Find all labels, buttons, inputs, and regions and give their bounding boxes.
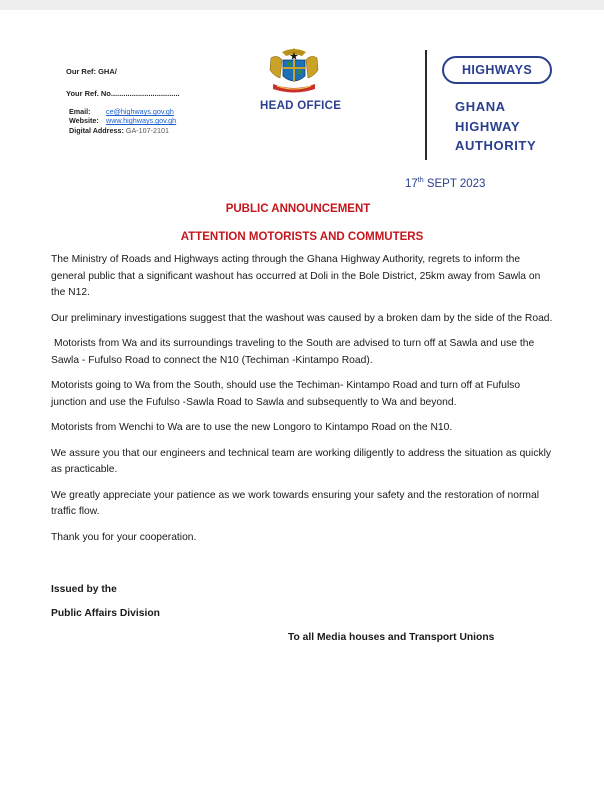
- organization-name: [455, 97, 536, 156]
- announcement-subtitle: ATTENTION MOTORISTS AND COMMUTERS: [180, 231, 424, 243]
- reference-block: [66, 67, 180, 100]
- paragraph: Motorists going to Wa from the South, should use the Techiman- Kintampo Road and turn off at Fufulso junction and use the Fufulso -Sawla Road to Sawla and subsequently to Wa and beyond.: [51, 380, 521, 408]
- header-divider: [425, 50, 427, 160]
- org-line-2: HIGHWAY: [455, 118, 521, 134]
- date-rest: SEPT 2023: [423, 177, 486, 190]
- issued-by: Issued by the: [51, 584, 117, 595]
- email-label: Email:: [69, 107, 91, 116]
- recipients-line: To all Media houses and Transport Unions: [288, 632, 495, 643]
- org-line-1: GHANA: [455, 99, 506, 114]
- announcement-title: PUBLIC ANNOUNCEMENT: [225, 203, 371, 215]
- ghana-coat-of-arms-icon: [265, 46, 323, 94]
- head-office-label: HEAD OFFICE: [260, 100, 342, 112]
- date-suffix: th: [417, 177, 424, 184]
- digital-address: GA-107-2101: [125, 125, 170, 135]
- contact-block: [69, 107, 176, 135]
- announcement-body: [51, 252, 556, 555]
- paragraph: Our preliminary investigations suggest that the washout was caused by a broken dam by the side of the Road.: [51, 312, 553, 324]
- website-link[interactable]: www.highways.gov.gh: [106, 116, 177, 126]
- paragraph: We assure you that our engineers and technical team are working diligently to address the situation as quickly as practicable.: [51, 447, 552, 475]
- paragraph: Motorists from Wenchi to Wa are to use the new Longoro to Kintampo Road on the N10.: [51, 422, 453, 433]
- our-ref: Our Ref: GHA/: [66, 67, 117, 76]
- date-day: 17: [405, 177, 418, 190]
- paragraph: The Ministry of Roads and Highways acting through the Ghana Highway Authority, regrets to inform the general public that a significant washout has occurred at Doli in the Bole District, 25km away from Sawla on the N12.: [51, 254, 541, 298]
- email-link[interactable]: ce@highways.gov.gh: [106, 107, 174, 116]
- top-strip: [0, 0, 604, 10]
- paragraph: Thank you for your cooperation.: [51, 531, 197, 543]
- highways-badge: HIGHWAYS: [442, 56, 552, 84]
- paragraph: Motorists from Wa and its surroundings traveling to the South are advised to turn off at Sawla and use the Sawla - Fufulso Road to connect the N10 (Techiman -Kintampo Road).: [51, 338, 535, 366]
- org-line-3: AUTHORITY: [455, 138, 537, 153]
- website-label: Website:: [69, 116, 99, 126]
- paragraph: We greatly appreciate your patience as we work towards ensuring your safety and the restoration of normal traffic flow.: [51, 489, 540, 517]
- issuing-division: Public Affairs Division: [51, 608, 160, 619]
- your-ref: Your Ref. No.................................: [66, 88, 180, 98]
- digital-address-label: Digital Address:: [69, 125, 124, 135]
- letter-date: [405, 177, 485, 190]
